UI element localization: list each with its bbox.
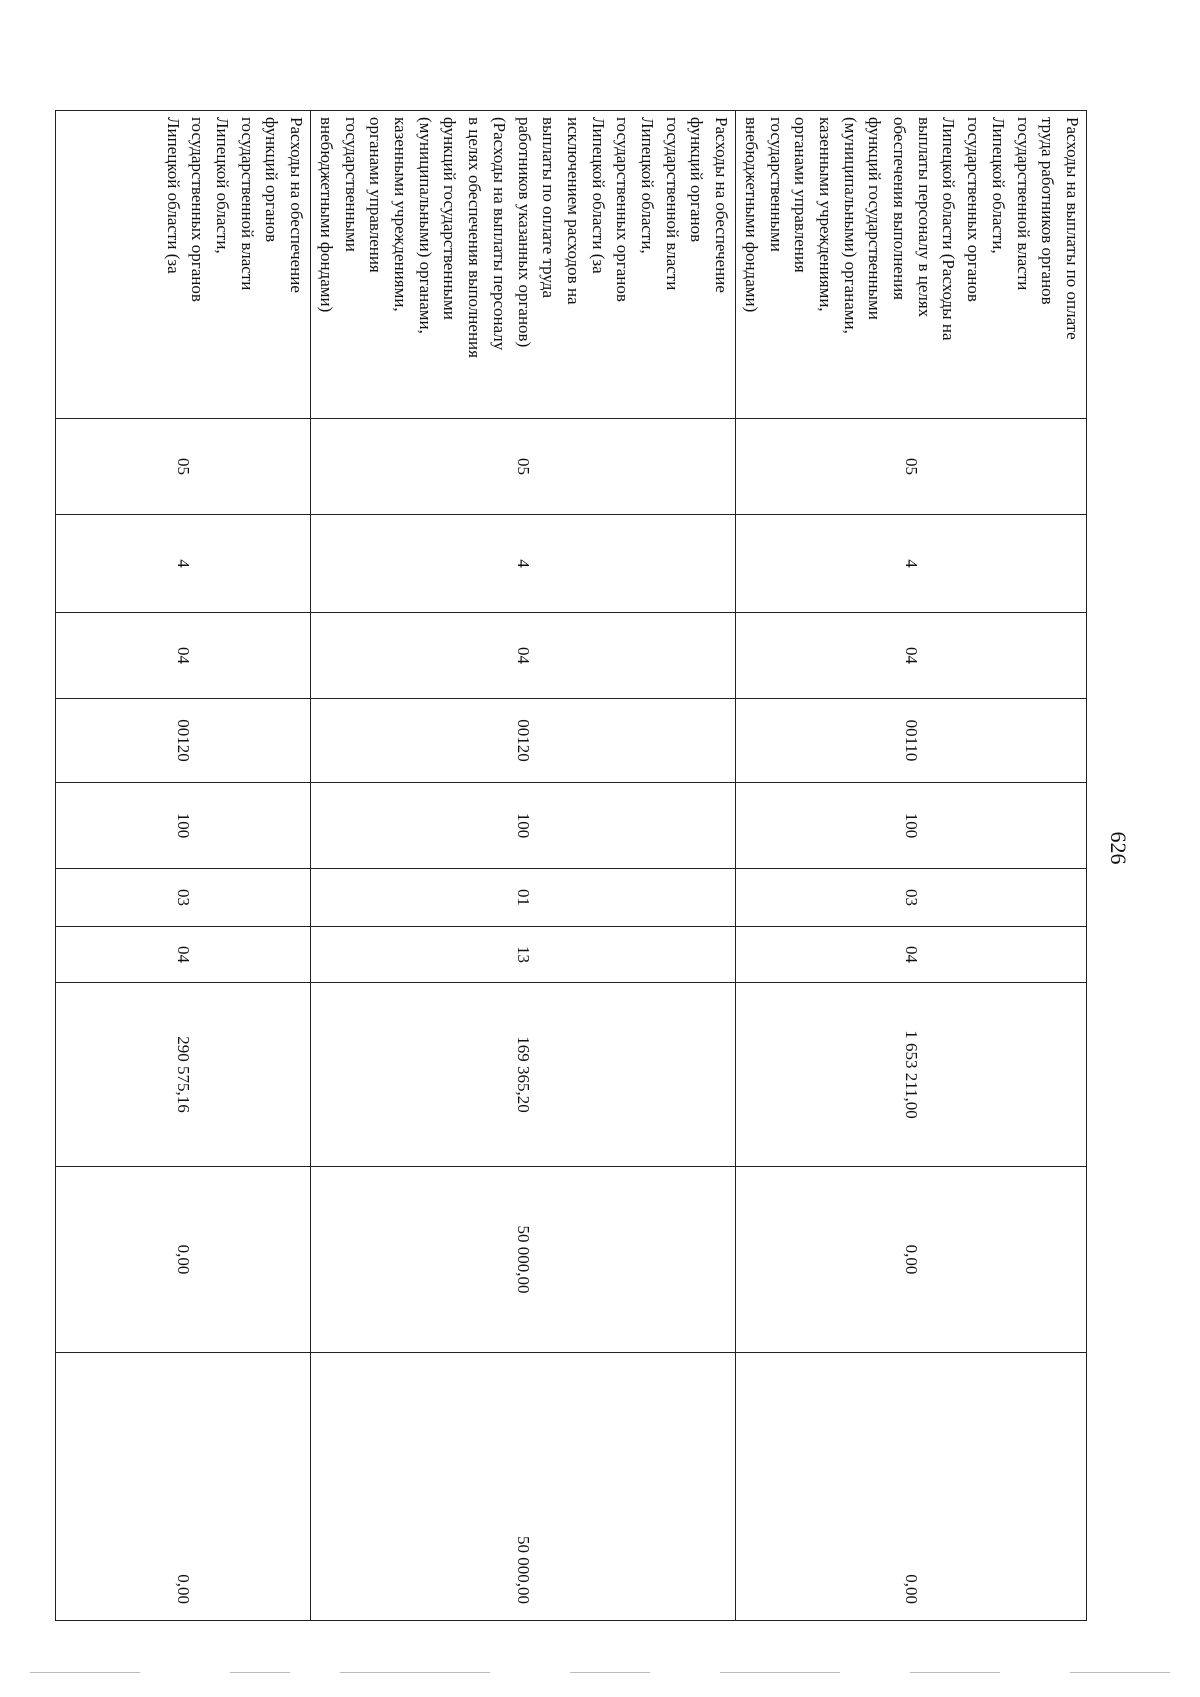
amount-year-3: 0,00 [736, 1353, 1087, 1621]
row-description [56, 111, 311, 419]
desc-line: государственными [341, 117, 361, 252]
page-number: 626 [1106, 831, 1131, 865]
desc-line: государственными [766, 117, 786, 252]
program-code-cell: 4 [311, 515, 736, 613]
desc-line: Расходы на выплаты по оплате [1063, 117, 1082, 340]
expense-type-cell: 100 [311, 783, 736, 869]
desc-line: обеспечения выполнения [890, 117, 910, 300]
program-code-cell: 4 [56, 515, 311, 613]
desc-line: государственной власти [662, 117, 682, 291]
admin-code-cell: 05 [56, 419, 311, 515]
table-row [311, 111, 736, 1621]
desc-line: Липецкой области (за [163, 117, 183, 274]
desc-line: выплаты по оплате труда [539, 117, 559, 299]
desc-line: функций государственными [440, 117, 460, 320]
subsection-cell: 13 [311, 927, 736, 983]
amount-year-1: 169 365,20 [311, 983, 736, 1167]
desc-line: внебюджетными фондами) [316, 117, 336, 313]
table-row [56, 111, 311, 1621]
desc-line: органами управления [791, 117, 811, 273]
table-row [736, 111, 1087, 1621]
program-code-cell: 4 [736, 515, 1087, 613]
desc-line: работников указанных органов) [514, 117, 534, 348]
amount-year-2: 0,00 [736, 1167, 1087, 1353]
budget-table [55, 110, 1087, 1621]
desc-line: выплаты персоналу в целях [914, 117, 934, 318]
desc-line: внебюджетными фондами) [741, 117, 761, 313]
desc-line: Липецкой области (Расходы на [939, 117, 959, 341]
row-description [311, 111, 736, 419]
desc-line: Липецкой области, [213, 117, 233, 254]
direction-code-cell: 00110 [736, 699, 1087, 783]
desc-line: Липецкой области, [988, 117, 1008, 254]
desc-line: органами управления [366, 117, 386, 273]
section-cell: 03 [56, 869, 311, 927]
admin-code-cell: 05 [736, 419, 1087, 515]
subsection-cell: 04 [736, 927, 1087, 983]
desc-line: труда работников органов [1038, 117, 1058, 305]
desc-line: Липецкой области, [638, 117, 658, 254]
amount-year-2: 50 000,00 [311, 1167, 736, 1353]
desc-line: государственных органов [188, 117, 208, 302]
desc-line: (муниципальными) органами, [415, 117, 435, 334]
rotated-page-content [127, 110, 1087, 1620]
amount-year-2: 0,00 [56, 1167, 311, 1353]
row-description [736, 111, 1087, 419]
subprogram-code-cell: 04 [736, 613, 1087, 699]
desc-line: (Расходы на выплаты персоналу [489, 117, 509, 351]
subsection-cell: 04 [56, 927, 311, 983]
amount-year-1: 1 653 211,00 [736, 983, 1087, 1167]
amount-year-3: 50 000,00 [311, 1353, 736, 1621]
amount-year-1: 290 575,16 [56, 983, 311, 1167]
subprogram-code-cell: 04 [311, 613, 736, 699]
desc-line: Расходы на обеспечение [287, 117, 307, 293]
desc-line: казенными учреждениями, [391, 117, 411, 312]
amount-year-3: 0,00 [56, 1353, 311, 1621]
desc-line: государственной власти [237, 117, 257, 291]
desc-line: государственной власти [1013, 117, 1033, 291]
desc-line: казенными учреждениями, [815, 117, 835, 312]
desc-line: исключением расходов на [563, 117, 583, 305]
subprogram-code-cell: 04 [56, 613, 311, 699]
section-cell: 03 [736, 869, 1087, 927]
expense-type-cell: 100 [56, 783, 311, 869]
desc-line: функций государственными [865, 117, 885, 320]
desc-line: (муниципальными) органами, [840, 117, 860, 334]
section-cell: 01 [311, 869, 736, 927]
direction-code-cell: 00120 [311, 699, 736, 783]
desc-line: Липецкой области (за [588, 117, 608, 274]
direction-code-cell: 00120 [56, 699, 311, 783]
expense-type-cell: 100 [736, 783, 1087, 869]
desc-line: функций органов [687, 117, 707, 243]
scan-artifact-lines [30, 1672, 1170, 1674]
desc-line: государственных органов [964, 117, 984, 302]
desc-line: Расходы на обеспечение [712, 117, 732, 293]
desc-line: государственных органов [613, 117, 633, 302]
desc-line: в целях обеспечения выполнения [465, 117, 485, 358]
admin-code-cell: 05 [311, 419, 736, 515]
desc-line: функций органов [262, 117, 282, 243]
